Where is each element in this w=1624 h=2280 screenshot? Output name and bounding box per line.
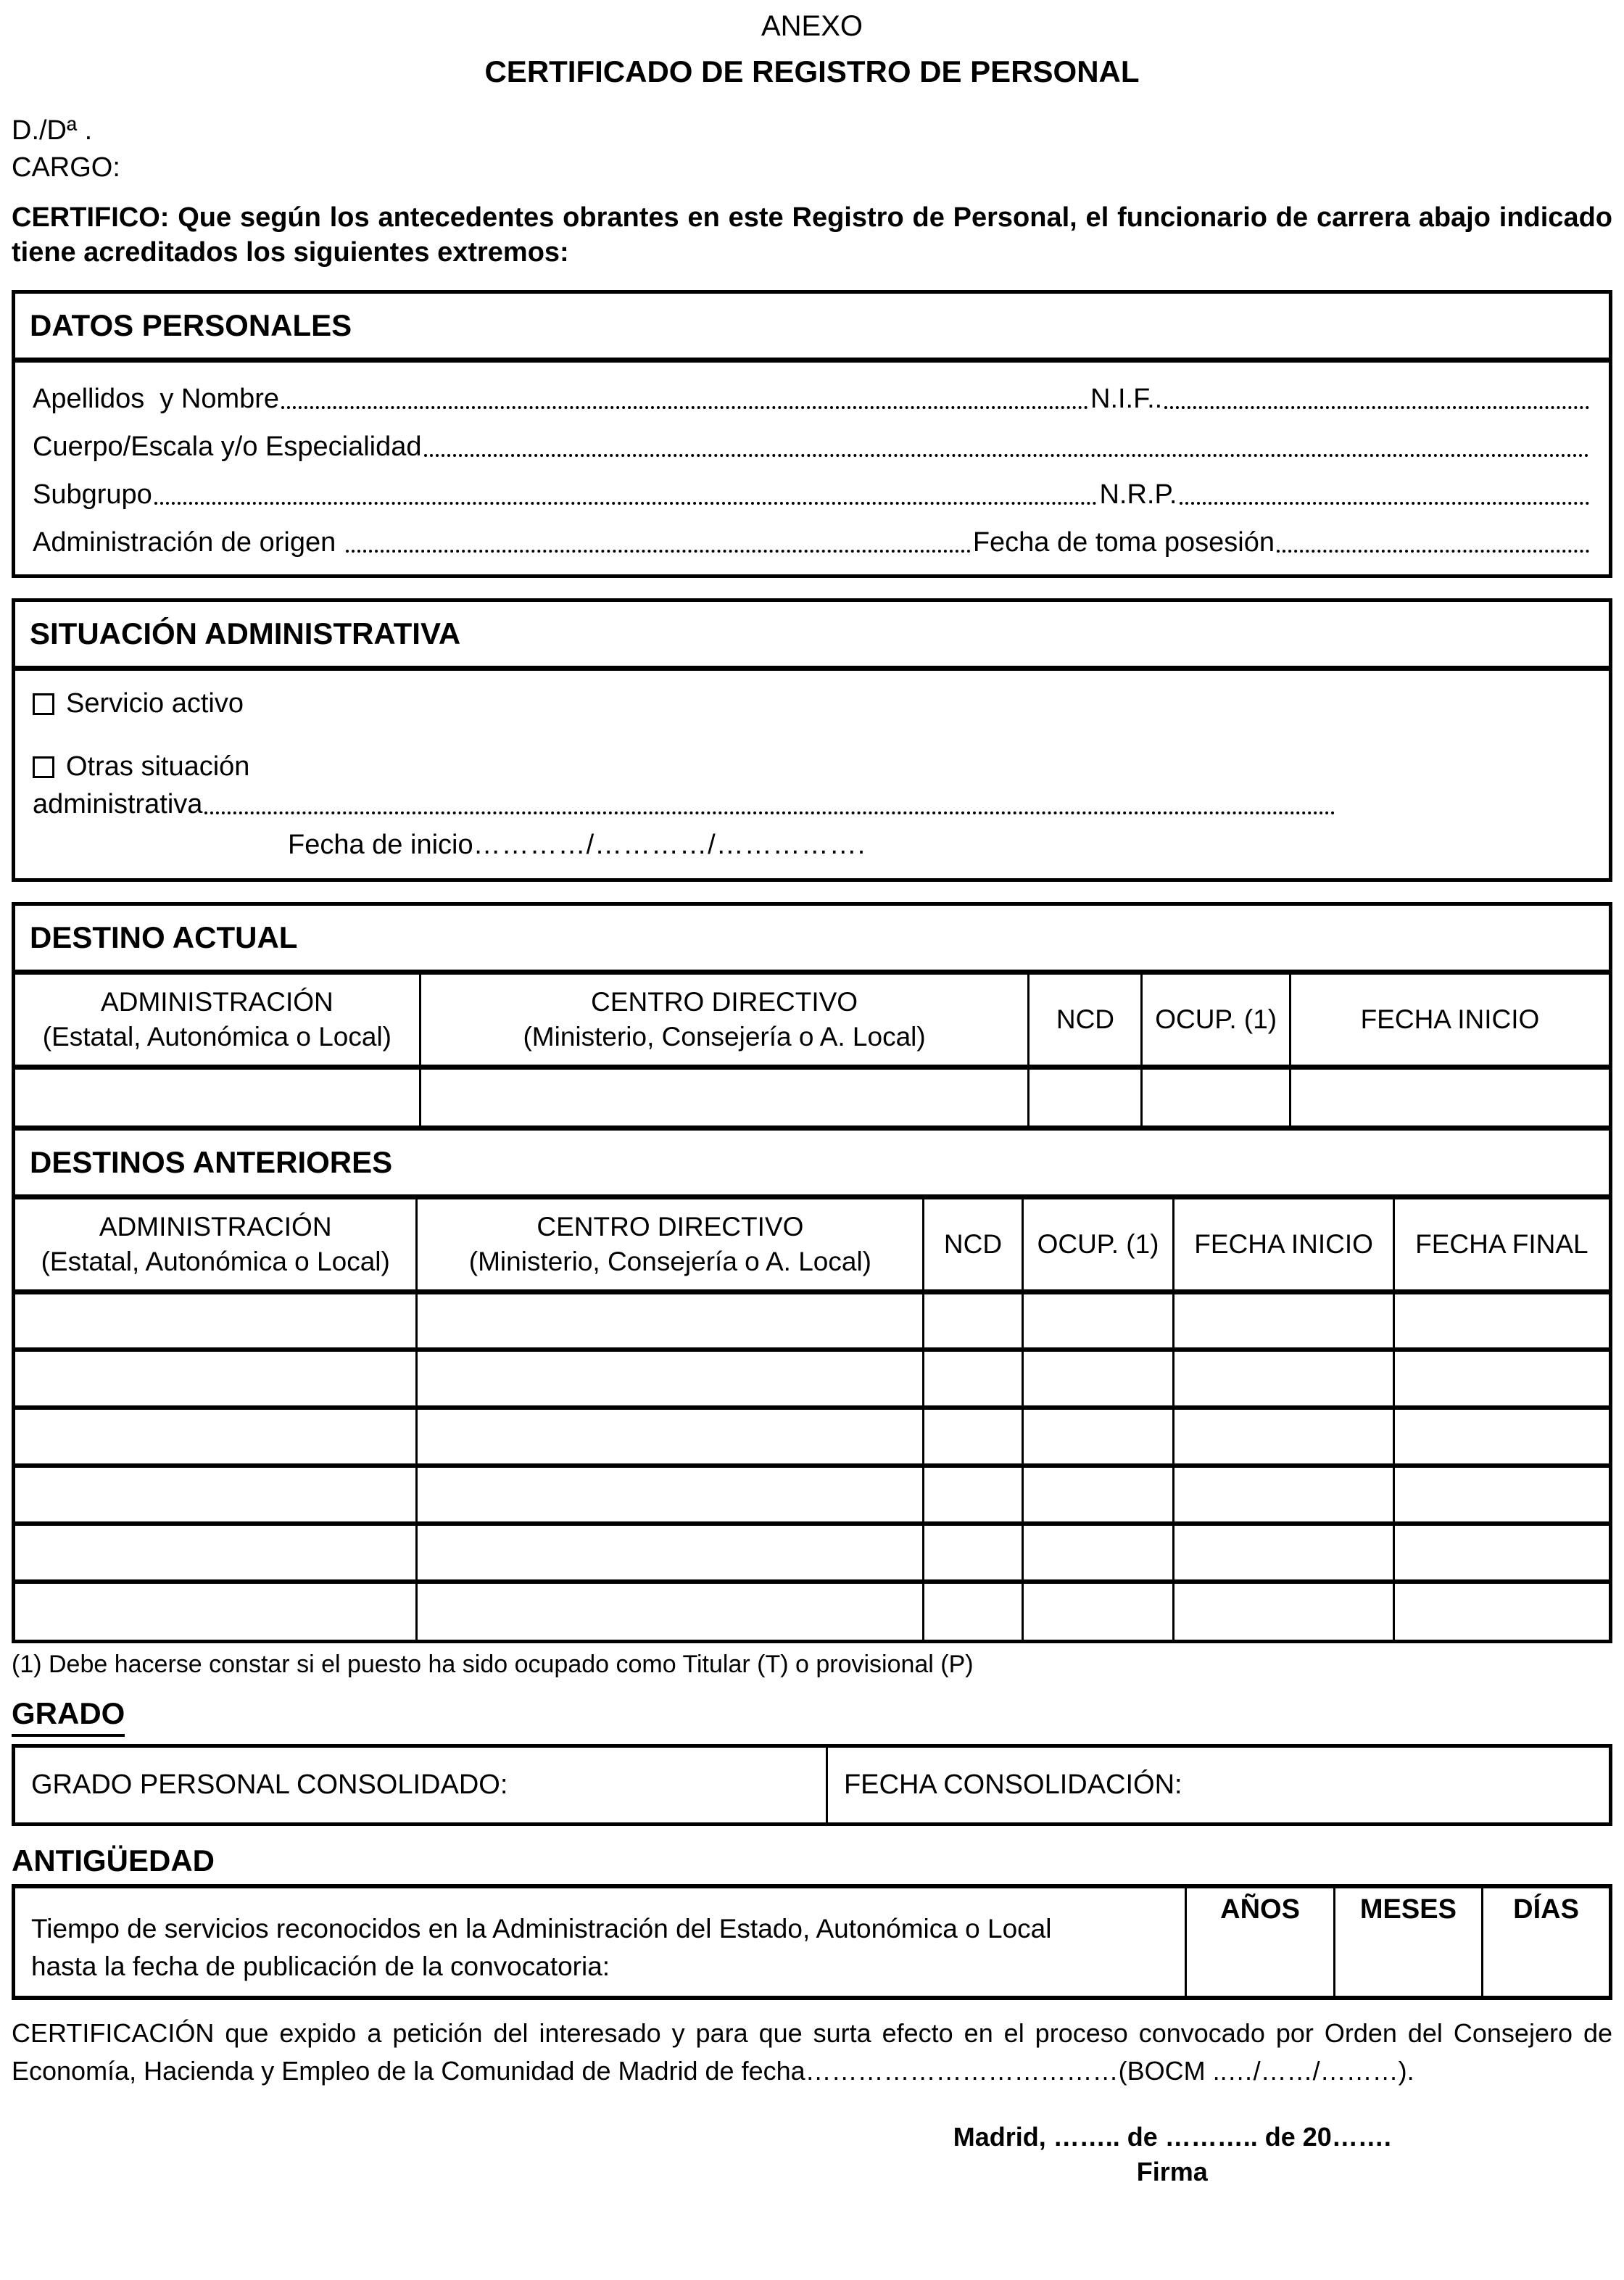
nrp-fill-line[interactable] [1180,502,1590,505]
datos-personales-body [15,363,1609,574]
apellidos-fill-line[interactable] [281,406,1088,409]
otras-situacion-row [33,751,1591,782]
otras-situacion-block [33,751,1591,861]
empty-cell[interactable] [15,1582,417,1640]
subgrupo-fill-line[interactable] [154,502,1098,505]
empty-cell[interactable] [1142,1067,1290,1125]
table-row [15,1292,1609,1350]
empty-cell[interactable] [1393,1292,1609,1350]
column-header: CENTRO DIRECTIVO (Ministerio, Consejería o A. Local) [417,1199,924,1292]
grado-personal-cell[interactable] [15,1748,828,1822]
column-header: CENTRO DIRECTIVO (Ministerio, Consejería o A. Local) [420,975,1029,1067]
empty-cell[interactable] [420,1067,1029,1125]
empty-cell[interactable] [1393,1582,1609,1640]
empty-cell[interactable] [1174,1350,1393,1408]
empty-cell[interactable] [1174,1408,1393,1466]
fecha-consolidacion-cell[interactable] [828,1748,1609,1822]
cuerpo-fill-line[interactable] [424,454,1589,457]
empty-cell[interactable] [1393,1350,1609,1408]
grado-heading: GRADO [12,1696,125,1737]
empty-cell[interactable] [15,1350,417,1408]
situacion-administrativa-heading: SITUACIÓN ADMINISTRATIVA [15,602,1609,671]
admin-origen-row [33,525,1591,558]
holder-line: D./Dª . [12,115,93,146]
cargo-label: CARGO: [12,152,120,183]
subgrupo-row [33,477,1591,511]
empty-cell[interactable] [1174,1582,1393,1640]
meses-label: MESES [1359,1894,1457,1925]
empty-cell[interactable] [1022,1350,1174,1408]
table-row [15,1582,1609,1640]
antiguedad-heading: ANTIGÜEDAD [12,1843,215,1878]
column-header: NCD [924,1199,1022,1292]
dias-label: DÍAS [1513,1894,1579,1925]
footnote: (1) Debe hacerse constar si el puesto ha sido ocupado como Titular (T) o provisional (P) [12,1651,974,1679]
table-row [15,1350,1609,1408]
admin-origen-label: Administración de origen [33,527,344,558]
datos-personales-heading: DATOS PERSONALES [15,294,1609,363]
empty-cell[interactable] [417,1524,924,1582]
grado-personal-label: GRADO PERSONAL CONSOLIDADO: [31,1769,508,1801]
empty-cell[interactable] [1029,1067,1142,1125]
column-header: OCUP. (1) [1022,1199,1174,1292]
page-title: CERTIFICADO DE REGISTRO DE PERSONAL [484,54,1140,88]
anios-label: AÑOS [1220,1894,1300,1925]
empty-cell[interactable] [924,1582,1022,1640]
administrativa-label: administrativa [33,789,203,819]
column-header: FECHA INICIO [1174,1199,1393,1292]
signature-block [732,2122,1612,2187]
empty-cell[interactable] [417,1350,924,1408]
column-header: ADMINISTRACIÓN (Estatal, Autonómica o Local) [15,975,420,1067]
grado-table [12,1744,1612,1826]
table-row [15,1524,1609,1582]
destinos-anteriores-table [15,1199,1609,1640]
fecha-inicio-label: Fecha de inicio [288,830,473,860]
column-header-row [15,975,1609,1067]
fecha-consolidacion-label: FECHA CONSOLIDACIÓN: [843,1769,1182,1801]
admin-origen-fill-line[interactable] [346,550,971,553]
empty-cell[interactable] [1174,1524,1393,1582]
empty-cell[interactable] [15,1408,417,1466]
otras-situacion-checkbox[interactable] [33,756,54,778]
situacion-administrativa-section [12,598,1612,882]
cuerpo-escala-row [33,429,1591,463]
fecha-posesion-label: Fecha de toma posesión [972,527,1275,558]
empty-cell[interactable] [15,1466,417,1524]
empty-cell[interactable] [1022,1582,1174,1640]
annex-label: ANEXO [761,10,863,42]
column-header: NCD [1029,975,1142,1067]
meses-column[interactable] [1333,1888,1481,1996]
column-header: FECHA INICIO [1290,975,1609,1067]
certify-paragraph: CERTIFICO: Que según los antecedentes obrantes en este Registro de Personal, el funcionario de carrera abajo indicado tiene acreditados los siguientes extremos: [12,202,1612,268]
nif-fill-line[interactable] [1164,406,1589,409]
empty-cell[interactable] [417,1408,924,1466]
administrativa-fill-line[interactable] [204,811,1335,814]
empty-cell[interactable] [924,1292,1022,1350]
destinos-anteriores-heading: DESTINOS ANTERIORES [15,1125,1609,1199]
table-row [15,1408,1609,1466]
antiguedad-description-line2: hasta la fecha de publicación de la convocatoria: [31,1951,610,1982]
firma-label: Firma [1136,2157,1208,2187]
administrativa-row [33,782,1591,820]
nrp-label: N.R.P. [1099,479,1177,510]
empty-cell[interactable] [417,1582,924,1640]
apellidos-nombre-row [33,381,1591,415]
table-row [15,1466,1609,1524]
datos-personales-section [12,290,1612,578]
servicio-activo-label: Servicio activo [66,688,244,719]
empty-cell[interactable] [1022,1408,1174,1466]
place-date-line: Madrid, …….. de ……….. de 20……. [953,2122,1391,2152]
destinos-section [12,902,1612,1643]
situacion-administrativa-body [15,671,1609,878]
empty-cell[interactable] [1290,1067,1609,1125]
empty-cell[interactable] [924,1466,1022,1524]
antiguedad-description [15,1888,1185,1996]
destino-actual-heading: DESTINO ACTUAL [15,906,1609,975]
empty-cell[interactable] [1022,1292,1174,1350]
nif-label: N.I.F.. [1090,384,1163,414]
empty-cell[interactable] [924,1524,1022,1582]
empty-cell[interactable] [1022,1524,1174,1582]
certificacion-paragraph: CERTIFICACIÓN que expido a petición del interesado y para que surta efecto en el proceso convocado por Orden del Consejero de Economía, Hacienda y Empleo de la Comunidad de Madrid de fecha………………………………(BOCM ..…/……/………). [12,2017,1612,2086]
empty-cell[interactable] [1174,1466,1393,1524]
column-header: OCUP. (1) [1142,975,1290,1067]
servicio-activo-row [33,688,1591,719]
otras-situacion-label: Otras situación [66,751,250,782]
fecha-inicio-fill-line[interactable]: …………/…………/……………. [473,830,866,860]
apellidos-nombre-label: Apellidos y Nombre [33,384,280,414]
empty-cell[interactable] [1022,1466,1174,1524]
empty-cell[interactable] [1393,1524,1609,1582]
cuerpo-escala-label: Cuerpo/Escala y/o Especialidad [33,431,422,462]
antiguedad-description-line1: Tiempo de servicios reconocidos en la Administración del Estado, Autonómica o Local [31,1914,1052,1944]
empty-cell[interactable] [924,1350,1022,1408]
servicio-activo-checkbox[interactable] [33,693,54,715]
antiguedad-table [12,1884,1612,2000]
empty-cell[interactable] [417,1466,924,1524]
fecha-posesion-fill-line[interactable] [1277,550,1589,553]
dias-column[interactable] [1481,1888,1609,1996]
column-header-row [15,1199,1609,1292]
subgrupo-label: Subgrupo [33,479,152,510]
empty-cell[interactable] [1174,1292,1393,1350]
destino-actual-table [15,975,1609,1125]
fecha-inicio-row [33,823,1591,861]
empty-cell[interactable] [15,1524,417,1582]
column-header: ADMINISTRACIÓN (Estatal, Autonómica o Local) [15,1199,417,1292]
table-row [15,1067,1609,1125]
empty-cell[interactable] [924,1408,1022,1466]
column-header: FECHA FINAL [1393,1199,1609,1292]
empty-cell[interactable] [1393,1408,1609,1466]
empty-cell[interactable] [15,1067,420,1125]
empty-cell[interactable] [417,1292,924,1350]
anios-column[interactable] [1185,1888,1333,1996]
empty-cell[interactable] [1393,1466,1609,1524]
empty-cell[interactable] [15,1292,417,1350]
